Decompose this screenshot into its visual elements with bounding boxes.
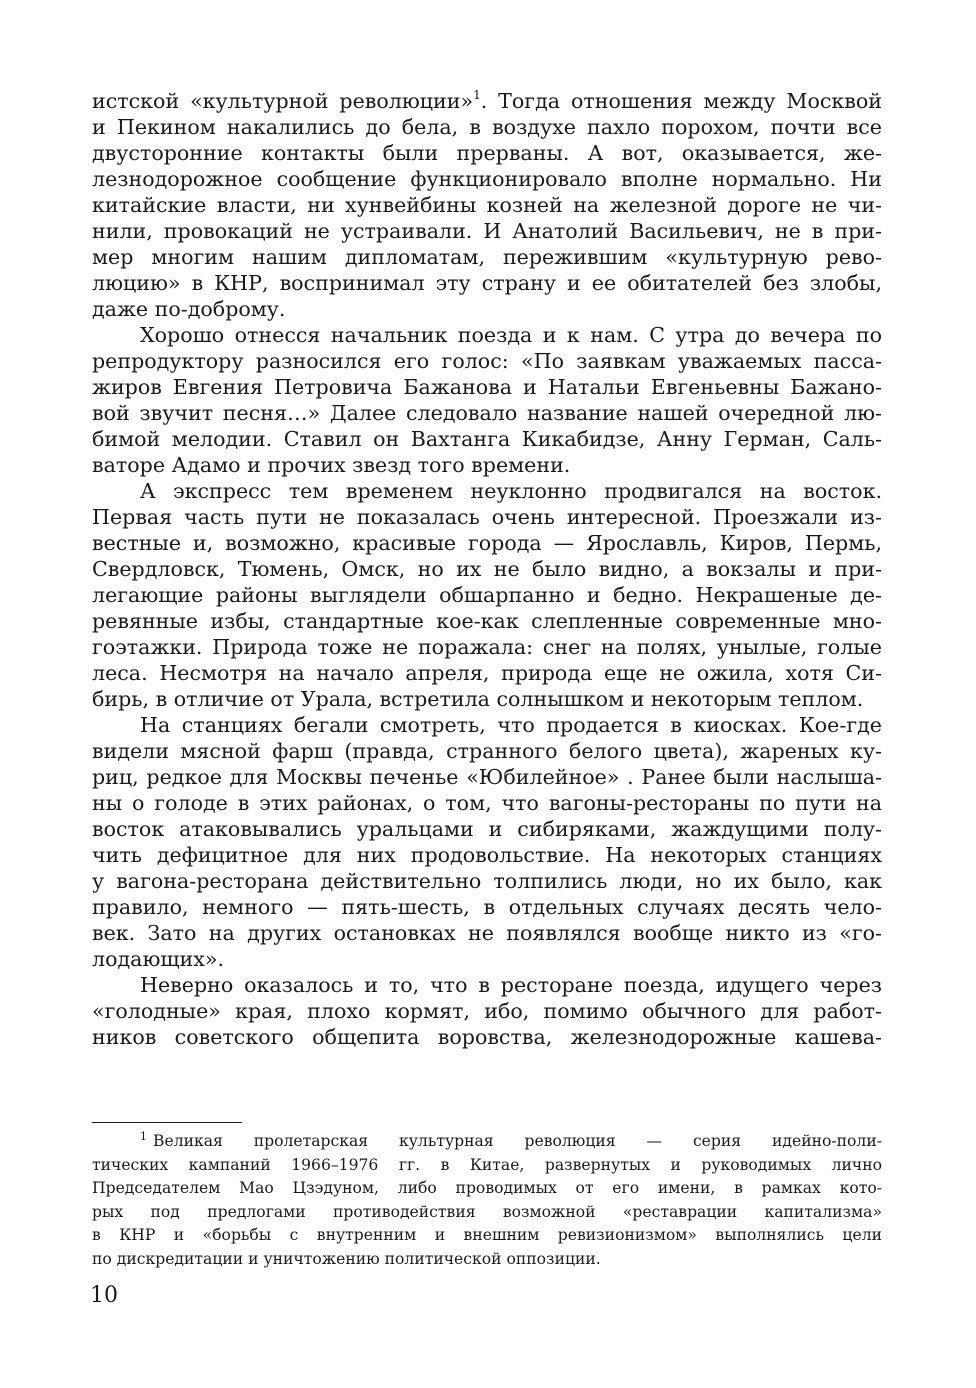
paragraph-3 (92, 478, 882, 712)
text-line: репродуктору разносился его голос: «По заявкам уважаемых пасса- (92, 349, 882, 373)
text-line: век. Зато на других остановках не появлялся вообще никто из «го- (92, 921, 882, 945)
text-line: вой звучит песня…» Далее следовало название нашей очередной лю- (92, 401, 882, 425)
text-line: Первая часть пути не показалась очень интересной. Проезжали из- (92, 505, 882, 529)
text-line: гоэтажки. Природа тоже не поражала: снег на полях, унылые, голые (92, 635, 882, 659)
text-line: Неверно оказалось и то, что в ресторане поезда, идущего через (140, 973, 882, 997)
text-line: видели мясной фарш (правда, странного белого цвета), жареных ку- (92, 739, 882, 763)
text-line: китайские власти, ни хунвейбины козней на железной дороге не чи- (92, 193, 882, 217)
text-line: мер многим нашим дипломатам, пережившим «культурную рево- (92, 245, 882, 269)
text-line: лодающих». (92, 947, 224, 971)
text-line: и Пекином накалились до бела, в воздухе пахло порохом, почти все (92, 115, 882, 139)
paragraph-2 (92, 322, 882, 478)
text-line: Хорошо отнесся начальник поезда и к нам. С утра до вечера по (140, 323, 882, 347)
text-line: правило, немного — пять-шесть, в отдельных случаях десять чело- (92, 895, 882, 919)
text-line: нили, провокаций не устраивали. И Анатолий Васильевич, не в при- (92, 219, 882, 243)
text-line: «голодные» края, плохо кормят, ибо, помимо обычного для работ- (92, 999, 882, 1023)
text-line: риц, редкое для Москвы печенье «Юбилейное» . Ранее были наслыша- (92, 765, 882, 789)
footnote-line: по дискредитации и уничтожению политической оппозиции. (92, 1249, 601, 1268)
text-line: ревянные избы, стандартные кое-как слепленные современные мно- (92, 609, 882, 633)
paragraph-1 (92, 88, 882, 322)
footnote-line: рых под предлогами противодействия возможной «реставрации капитализма» (92, 1202, 882, 1221)
paragraph-4 (92, 712, 882, 972)
text-line: чить дефицитное для них продовольствие. На некоторых станциях (92, 843, 882, 867)
text-line: восток атаковывались уральцами и сибиряками, жаждущими полу- (92, 817, 882, 841)
text-line: Свердловск, Тюмень, Омск, но их не было видно, а вокзалы и при- (92, 557, 882, 581)
text-line: леса. Несмотря на начало апреля, природа еще не ожила, хотя Си- (92, 661, 882, 685)
text-line: ваторе Адамо и прочих звезд того времени. (92, 453, 571, 477)
text-line: истской «культурной революции»$^1$. Тогда отношения между Москвой (92, 88, 882, 113)
text-line: На станциях бегали смотреть, что продается в киосках. Кое-где (140, 713, 882, 737)
main-text (92, 88, 882, 1050)
footnote-line: в КНР и «борьбы с внутренним и внешним ревизионизмом» выполнялись цели (92, 1226, 882, 1244)
text-line: ны о голоде в этих районах, о том, что вагоны-рестораны по пути на (92, 791, 882, 815)
text-line: А экспресс тем временем неуклонно продвигался на восток. (140, 479, 882, 503)
text-line: бимой мелодии. Ставил он Вахтанга Кикабидзе, Анну Герман, Саль- (92, 427, 882, 451)
footnote (92, 1130, 882, 1271)
text-line: жиров Евгения Петровича Бажанова и Натальи Евгеньевны Бажано- (92, 375, 882, 399)
footnote-line: $^1$ Великая пролетарская культурная революция — серия идейно-поли- (140, 1130, 882, 1150)
text-line: люцию» в КНР, воспринимал эту страну и ее обитателей без злобы, (92, 271, 882, 295)
text-line: двусторонние контакты были прерваны. А вот, оказывается, же- (92, 141, 882, 165)
text-line: у вагона-ресторана действительно толпились люди, но их было, как (92, 869, 882, 893)
text-line: даже по-доброму. (92, 297, 286, 321)
text-line: бирь, в отличие от Урала, встретила солнышком и некоторым теплом. (92, 687, 864, 711)
footnote-line: тических кампаний 1966–1976 гг. в Китае, развернутых и руководимых лично (92, 1155, 882, 1174)
text-line: легающие районы выглядели обшарпанно и бедно. Некрашеные де- (92, 583, 882, 607)
text-line: вестные и, возможно, красивые города — Ярославль, Киров, Пермь, (92, 531, 882, 555)
text-line: лезнодорожное сообщение функционировало вполне нормально. Ни (92, 167, 882, 191)
footnote-reference: 1 (473, 88, 481, 102)
footnote-line: Председателем Мао Цзэдуном, либо проводимых от его имени, в рамках кото- (92, 1179, 882, 1197)
paragraph-5 (92, 972, 882, 1050)
footnote-divider (92, 1122, 242, 1123)
text-line: ников советского общепита воровства, железнодорожные кашева- (92, 1025, 882, 1049)
page-number: 10 (90, 1283, 118, 1308)
footnote-number: 1 (140, 1130, 147, 1143)
